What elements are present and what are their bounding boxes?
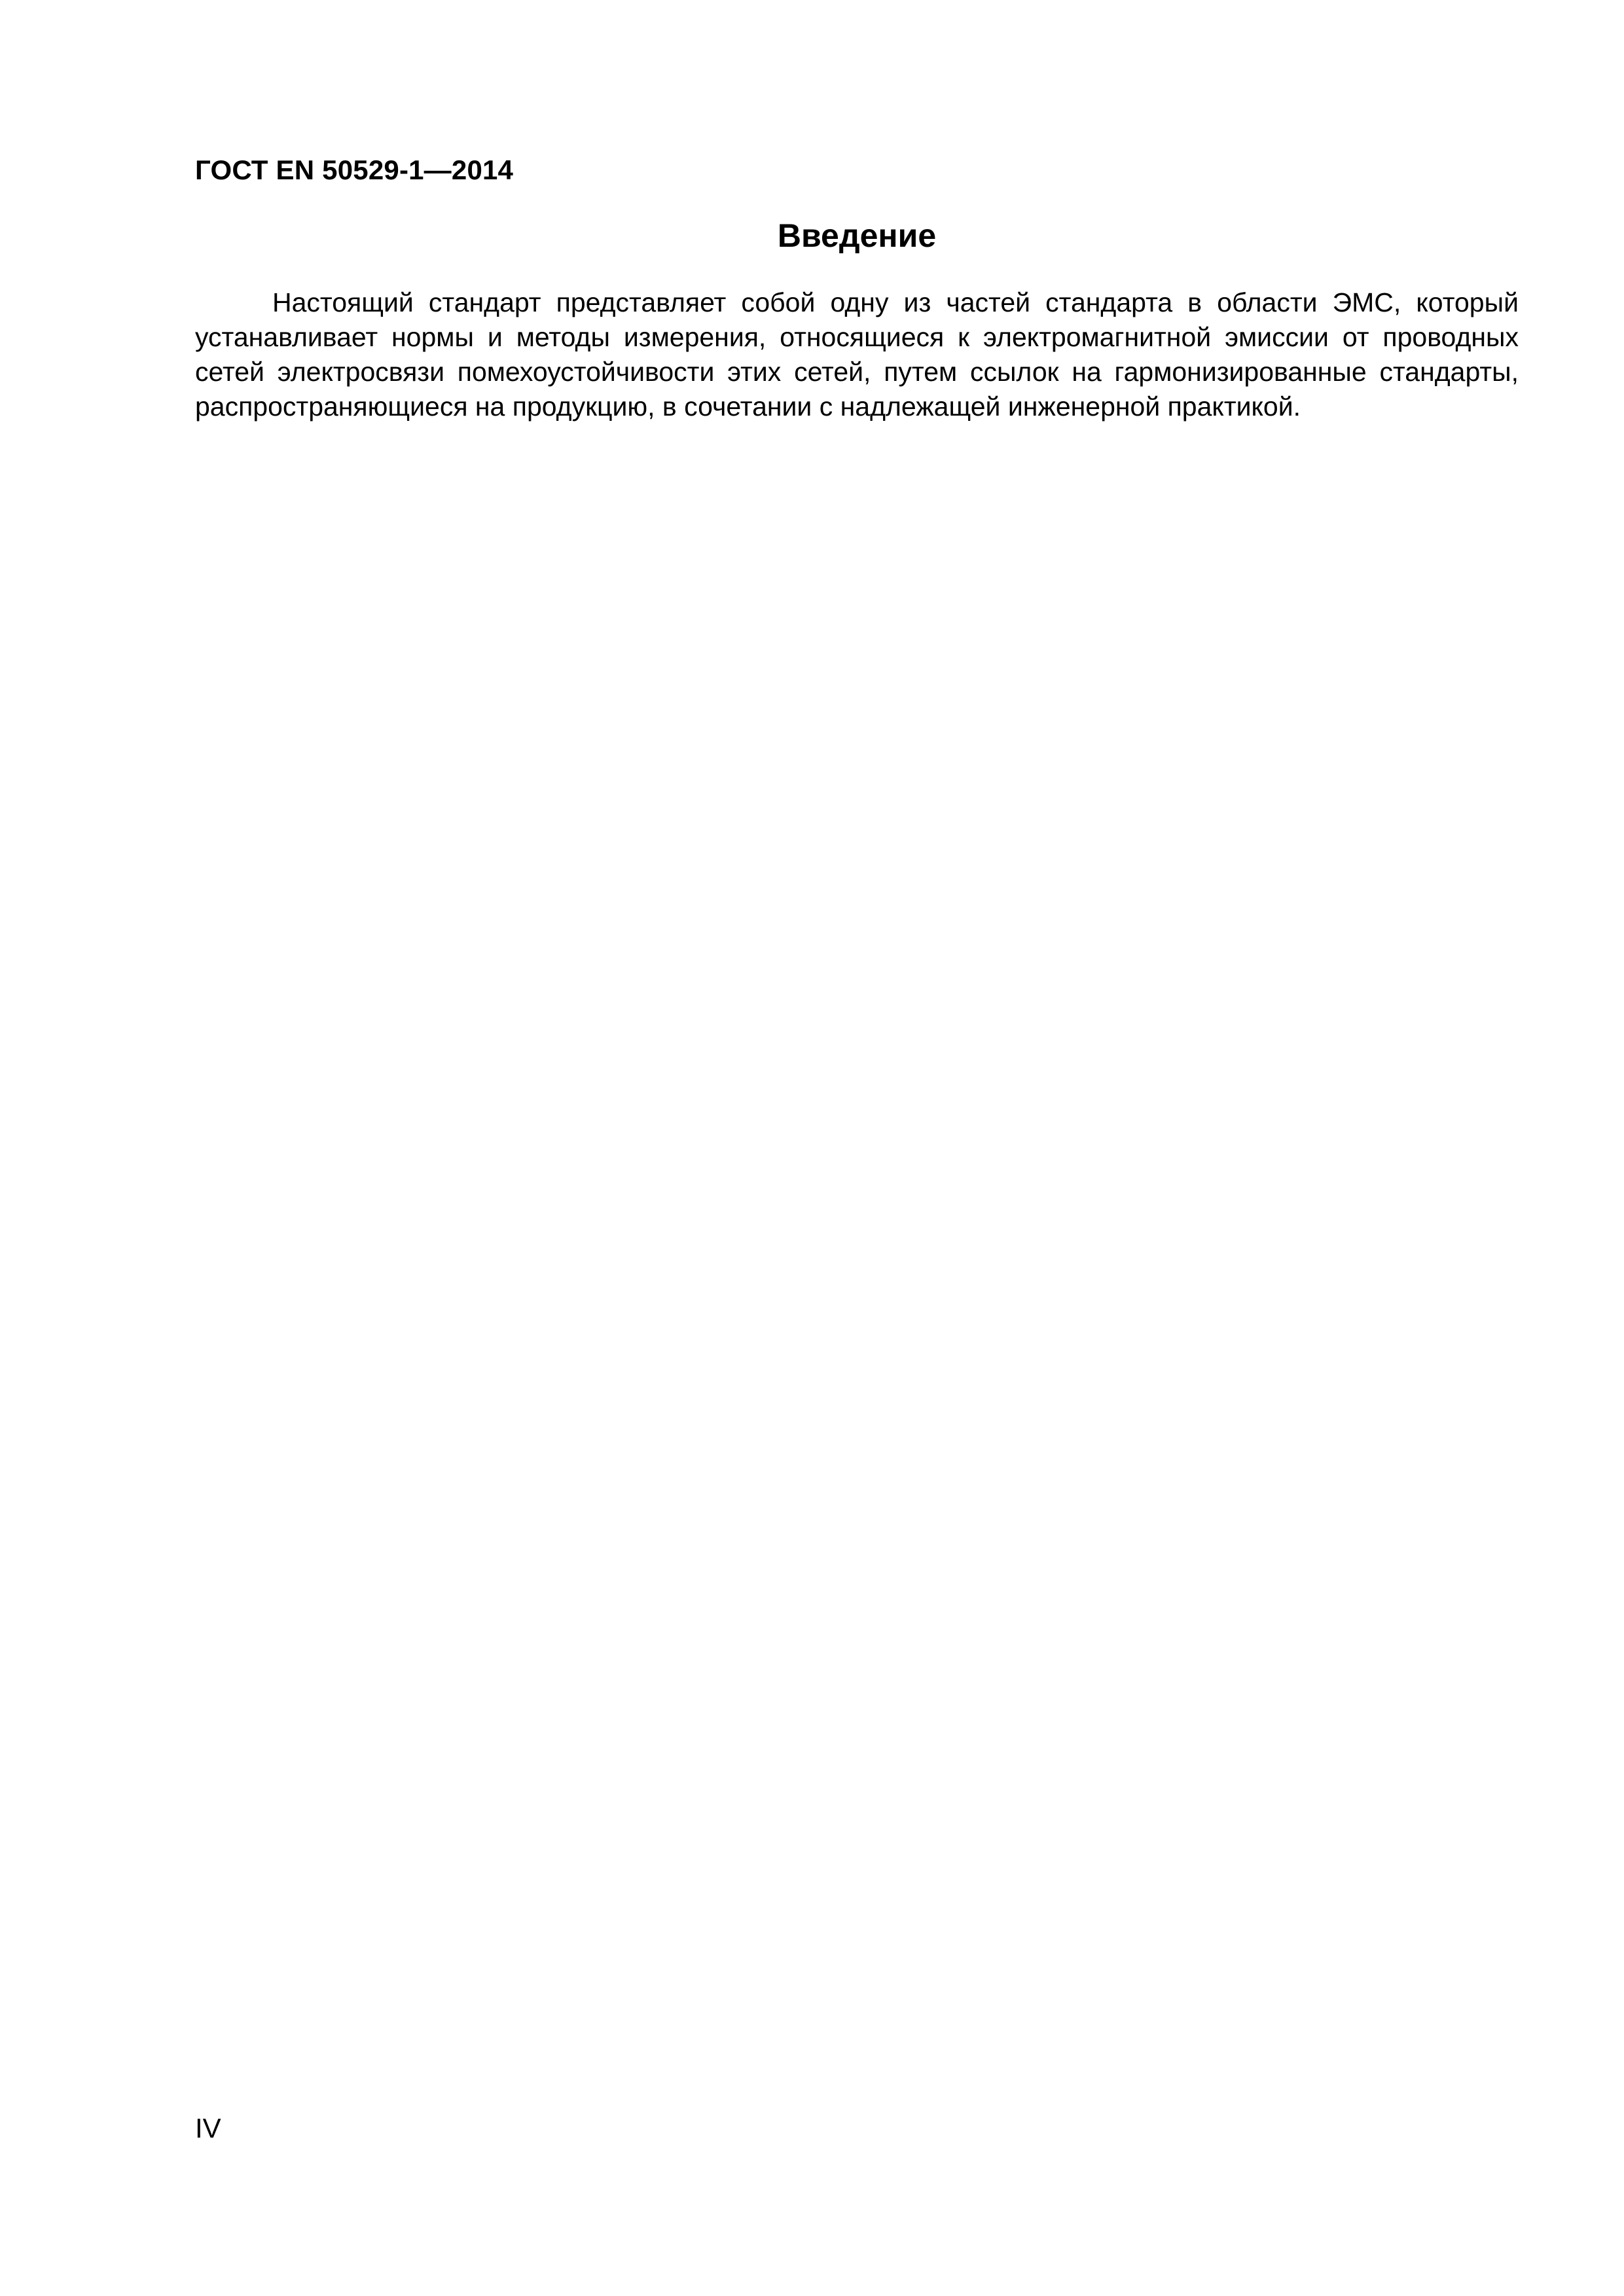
document-number-header: ГОСТ EN 50529-1—2014 (195, 154, 514, 185)
page-number: IV (195, 2113, 221, 2144)
section-title: Введение (777, 217, 937, 254)
introduction-paragraph: Настоящий стандарт представляет собой одну из частей стандарта в области ЭМС, который устанавливает нормы и методы измерения, относящиеся к электромагнитной эмиссии от проводных сетей электросвязи помехоустойчивости этих сетей, путем ссылок на гармонизированные стандарты, распространяющиеся на продукцию, в сочетании с надлежащей инженерной практикой. (195, 287, 1519, 422)
